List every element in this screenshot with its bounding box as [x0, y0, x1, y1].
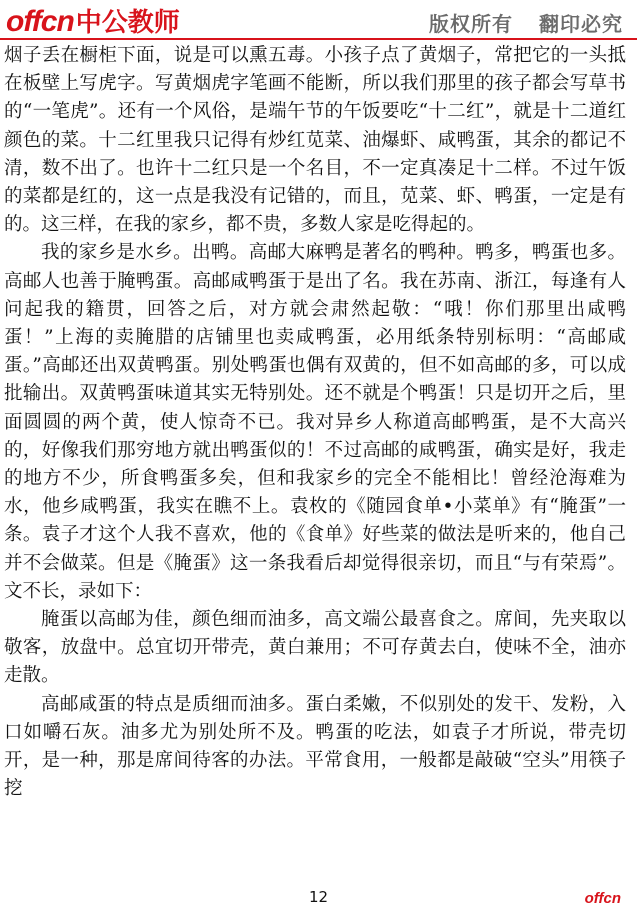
copyright-text: 版权所有 — [429, 12, 514, 36]
copyright-notice — [411, 8, 623, 37]
paragraph-continued: 烟子丢在橱柜下面，说是可以熏五毒。小孩子点了黄烟子，常把它的一头抵在板壁上写虎字。写黄烟虎字笔画不能断，所以我们那里的孩子都会写草书的“一笔虎”。还有一个风俗，是端午节的午饭要吃“十二红”，就是十二道红颜色的菜。十二红里我只记得有炒红苋菜、油爆虾、咸鸭蛋，其余的都记不清，数不出了。也许十二红只是一个名目，不一定真凑足十二样。不过午饭的菜都是红的，这一点是我没有记错的，而且，苋菜、虾、鸭蛋，一定是有的。这三样，在我的家乡，都不贵，多数人家是吃得起的。 — [4, 45, 626, 236]
header-divider — [0, 38, 637, 40]
page-header — [0, 0, 637, 40]
paragraph: 我的家乡是水乡。出鸭。高邮大麻鸭是著名的鸭种。鸭多，鸭蛋也多。高邮人也善于腌鸭蛋。高邮咸鸭蛋于是出了名。我在苏南、浙江，每逢有人问起我的籍贯，回答之后，对方就会肃然起敬：“哦！你们那里出咸鸭蛋！”上海的卖腌腊的店铺里也卖咸鸭蛋，必用纸条特别标明：“高邮咸蛋。”高邮还出双黄鸭蛋。别处鸭蛋也偶有双黄的，但不如高邮的多，可以成批输出。双黄鸭蛋味道其实无特别处。还不就是个鸭蛋！只是切开之后，里面圆圆的两个黄，使人惊奇不已。我对异乡人称道高邮鸭蛋，是不大高兴的，好像我们那穷地方就出鸭蛋似的！不过高邮的咸鸭蛋，确实是好，我走的地方不少，所食鸭蛋多矣，但和我家乡的完全不能相比！曾经沧海难为水，他乡咸鸭蛋，我实在瞧不上。袁枚的《随园食单•小菜单》有“腌蛋”一条。袁子才这个人我不喜欢，他的《食单》好些菜的做法是听来的，他自己并不会做菜。但是《腌蛋》这一条我看后却觉得很亲切，而且“与有荣焉”。文不长，录如下： — [4, 242, 626, 602]
page-number: 12 — [308, 888, 329, 906]
paragraph: 高邮咸蛋的特点是质细而油多。蛋白柔嫩，不似别处的发干、发粉，入口如嚼石灰。油多尤为别处所不及。鸭蛋的吃法，如袁子才所说，带壳切开，是一种，那是席间待客的办法。平常食用，一般都是敲破“空头”用筷子挖 — [4, 693, 626, 800]
logo-chinese-text: 中公教师 — [75, 7, 180, 37]
offcn-logo — [6, 2, 180, 36]
logo-latin-text: offcn — [6, 5, 74, 38]
quoted-paragraph: 腌蛋以高邮为佳，颜色细而油多，高文端公最喜食之。席间，先夹取以敬客，放盘中。总宜切开带壳，黄白兼用；不可存黄去白，使味不全，油亦走散。 — [4, 609, 626, 687]
document-body — [4, 42, 626, 803]
no-copy-text: 翻印必究 — [539, 12, 623, 36]
footer-logo: offcn — [584, 890, 621, 907]
